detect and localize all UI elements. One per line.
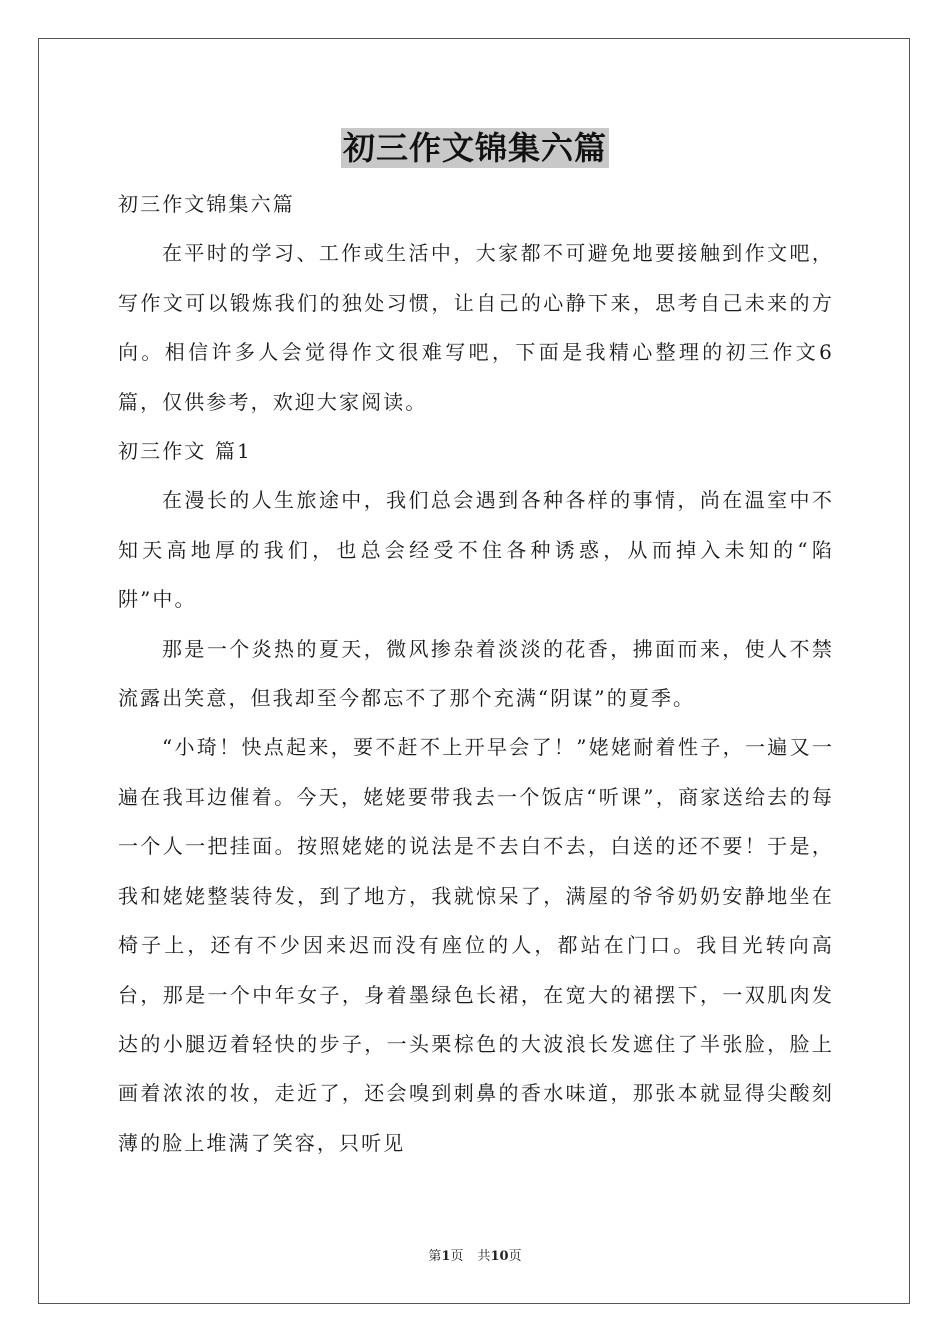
- page-total: 10: [490, 1249, 509, 1264]
- paragraph: 在漫长的人生旅途中，我们总会遇到各种各样的事情，尚在温室中不知天高地厚的我们，也总会经受不住各种诱惑，从而掉入未知的“陷阱”中。: [118, 488, 834, 612]
- page-suffix: 页: [450, 1249, 464, 1264]
- paragraph: “小琦！快点起来，要不赶不上开早会了！”姥姥耐着性子，一遍又一遍在我耳边催着。今天，姥姥要带我去一个饭店“听课”，商家送给去的每一个人一把挂面。按照姥姥的说法是不去白不去，白送的还不要！于是，我和姥姥整装待发，到了地方，我就惊呆了，满屋的爷爷奶奶安静地坐在椅子上，还有不少因来迟而没有座位的人，都站在门口。我目光转向高台，那是一个中年女子，身着墨绿色长裙，在宽大的裙摆下，一双肌肉发达的小腿迈着轻快的步子，一头栗棕色的大波浪长发遮住了半张脸，脸上画着浓浓的妆，走近了，还会嗅到刺鼻的香水味道，那张本就显得尖酸刻薄的脸上堆满了笑容，只听见: [118, 735, 834, 1155]
- page-footer: [0, 1248, 950, 1266]
- document-body: [118, 180, 834, 1168]
- document-title: 初三作文锦集六篇: [342, 129, 607, 167]
- page-current: 1: [441, 1249, 451, 1264]
- page-prefix: 第: [428, 1249, 442, 1264]
- title-area: [0, 128, 950, 168]
- total-suffix: 页: [508, 1249, 522, 1264]
- total-prefix: 共: [477, 1249, 491, 1264]
- paragraph: 在平时的学习、工作或生活中，大家都不可避免地要接触到作文吧，写作文可以锻炼我们的独处习惯，让自己的心静下来，思考自己未来的方向。相信许多人会觉得作文很难写吧，下面是我精心整理的初三作文6篇，仅供参考，欢迎大家阅读。: [118, 241, 834, 414]
- paragraph: 那是一个炎热的夏天，微风掺杂着淡淡的花香，拂面而来，使人不禁流露出笑意，但我却至今都忘不了那个充满“阴谋”的夏季。: [118, 636, 834, 711]
- paragraph: 初三作文锦集六篇: [118, 192, 295, 216]
- section-heading: 初三作文 篇1: [118, 439, 252, 464]
